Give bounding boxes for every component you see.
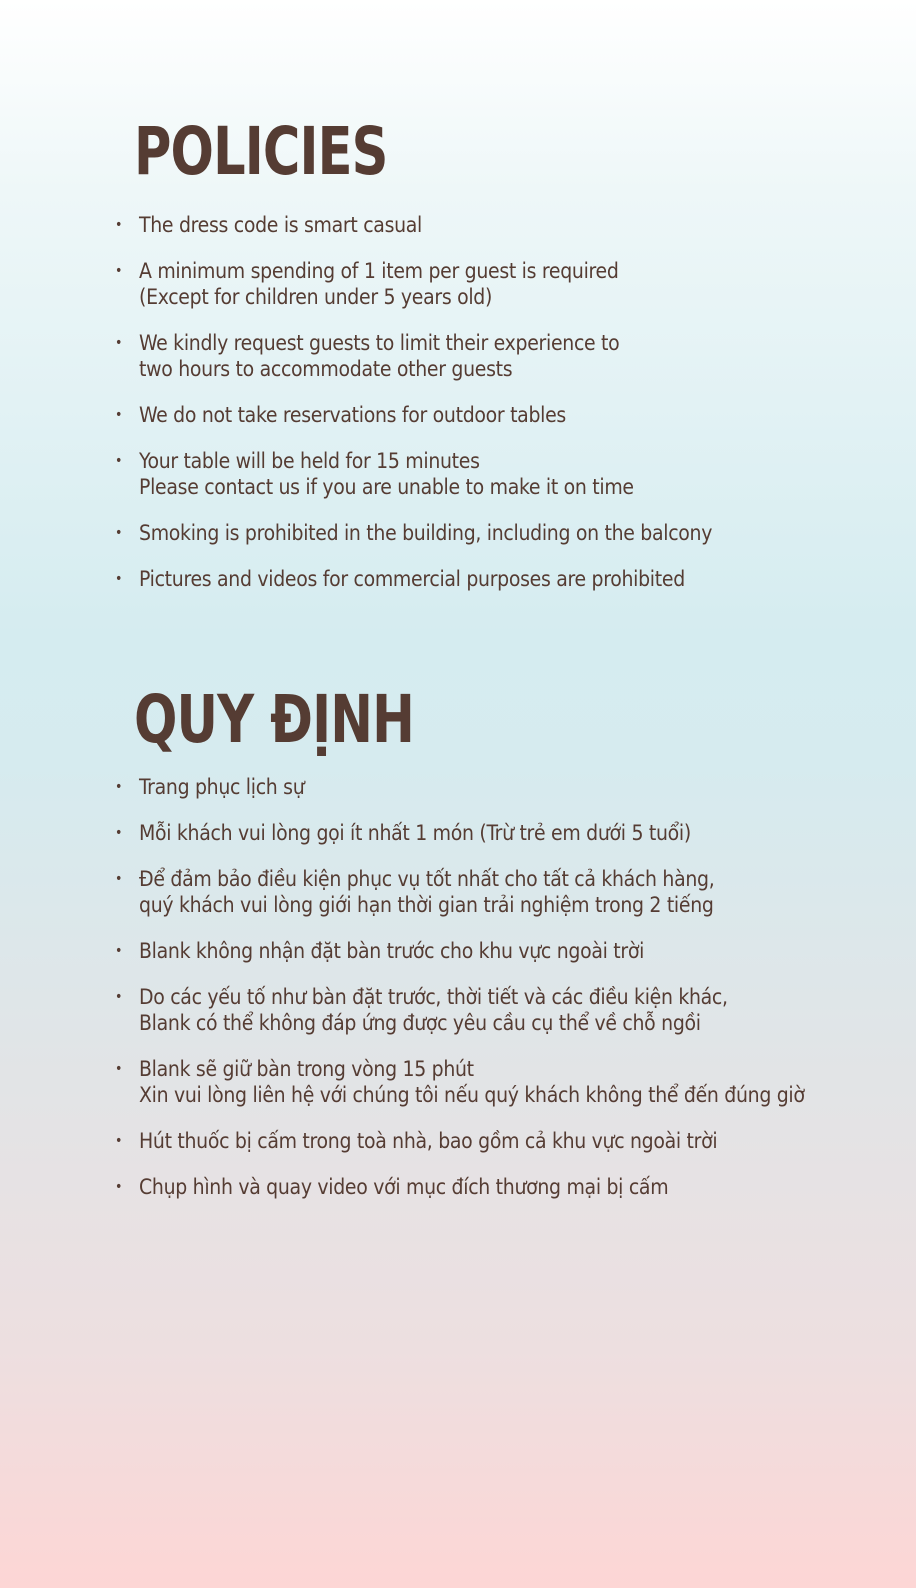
list-item (0, 1056, 916, 1108)
list-item (0, 520, 916, 546)
quy-dinh-title: QUY ĐỊNH (134, 681, 414, 758)
policies-section (0, 112, 916, 612)
list-item-text: Please contact us if you are unable to make it on time (139, 475, 634, 499)
quy-dinh-list (0, 774, 916, 1200)
list-item-text: Xin vui lòng liên hệ với chúng tôi nếu quý khách không thể đến đúng giờ (139, 1083, 805, 1107)
list-item-text: • Do các yếu tố như bàn đặt trước, thời tiết và các điều kiện khác, (139, 985, 728, 1009)
list-item (0, 1128, 916, 1154)
list-item-text: • Blank sẽ giữ bàn trong vòng 15 phút (139, 1057, 474, 1081)
list-item-text: • Hút thuốc bị cấm trong toà nhà, bao gồm cả khu vực ngoài trời (139, 1129, 718, 1153)
policies-title: POLICIES (134, 113, 388, 190)
list-item-text: • Blank không nhận đặt bàn trước cho khu vực ngoài trời (139, 939, 645, 963)
list-item (0, 330, 916, 382)
list-item (0, 820, 916, 846)
list-item (0, 258, 916, 310)
list-item-text: (Except for children under 5 years old) (139, 285, 493, 309)
list-item-text: • Trang phục lịch sự (139, 775, 305, 799)
quy-dinh-section (0, 680, 916, 1220)
list-item (0, 212, 916, 238)
list-item-text: two hours to accommodate other guests (139, 357, 513, 381)
list-item (0, 866, 916, 918)
list-item (0, 984, 916, 1036)
list-item-text: • The dress code is smart casual (139, 213, 423, 237)
list-item-text: • Pictures and videos for commercial purposes are prohibited (139, 567, 685, 591)
list-item (0, 938, 916, 964)
list-item (0, 566, 916, 592)
list-item-text: • Để đảm bảo điều kiện phục vụ tốt nhất cho tất cả khách hàng, (139, 867, 715, 891)
list-item (0, 1174, 916, 1200)
list-item-text: Blank có thể không đáp ứng được yêu cầu cụ thể về chỗ ngồi (139, 1011, 701, 1035)
list-item (0, 448, 916, 500)
policies-list (0, 212, 916, 592)
list-item-text: • We do not take reservations for outdoor tables (139, 403, 566, 427)
list-item-text: • Your table will be held for 15 minutes (139, 449, 480, 473)
list-item-text: quý khách vui lòng giới hạn thời gian trải nghiệm trong 2 tiếng (139, 893, 714, 917)
list-item (0, 774, 916, 800)
list-item-text: • We kindly request guests to limit their experience to (139, 331, 620, 355)
list-item-text: • Chụp hình và quay video với mục đích thương mại bị cấm (139, 1175, 669, 1199)
list-item-text: • Mỗi khách vui lòng gọi ít nhất 1 món (Trừ trẻ em dưới 5 tuổi) (139, 821, 691, 845)
list-item-text: • Smoking is prohibited in the building, including on the balcony (139, 521, 713, 545)
list-item (0, 402, 916, 428)
list-item-text: • A minimum spending of 1 item per guest is required (139, 259, 619, 283)
